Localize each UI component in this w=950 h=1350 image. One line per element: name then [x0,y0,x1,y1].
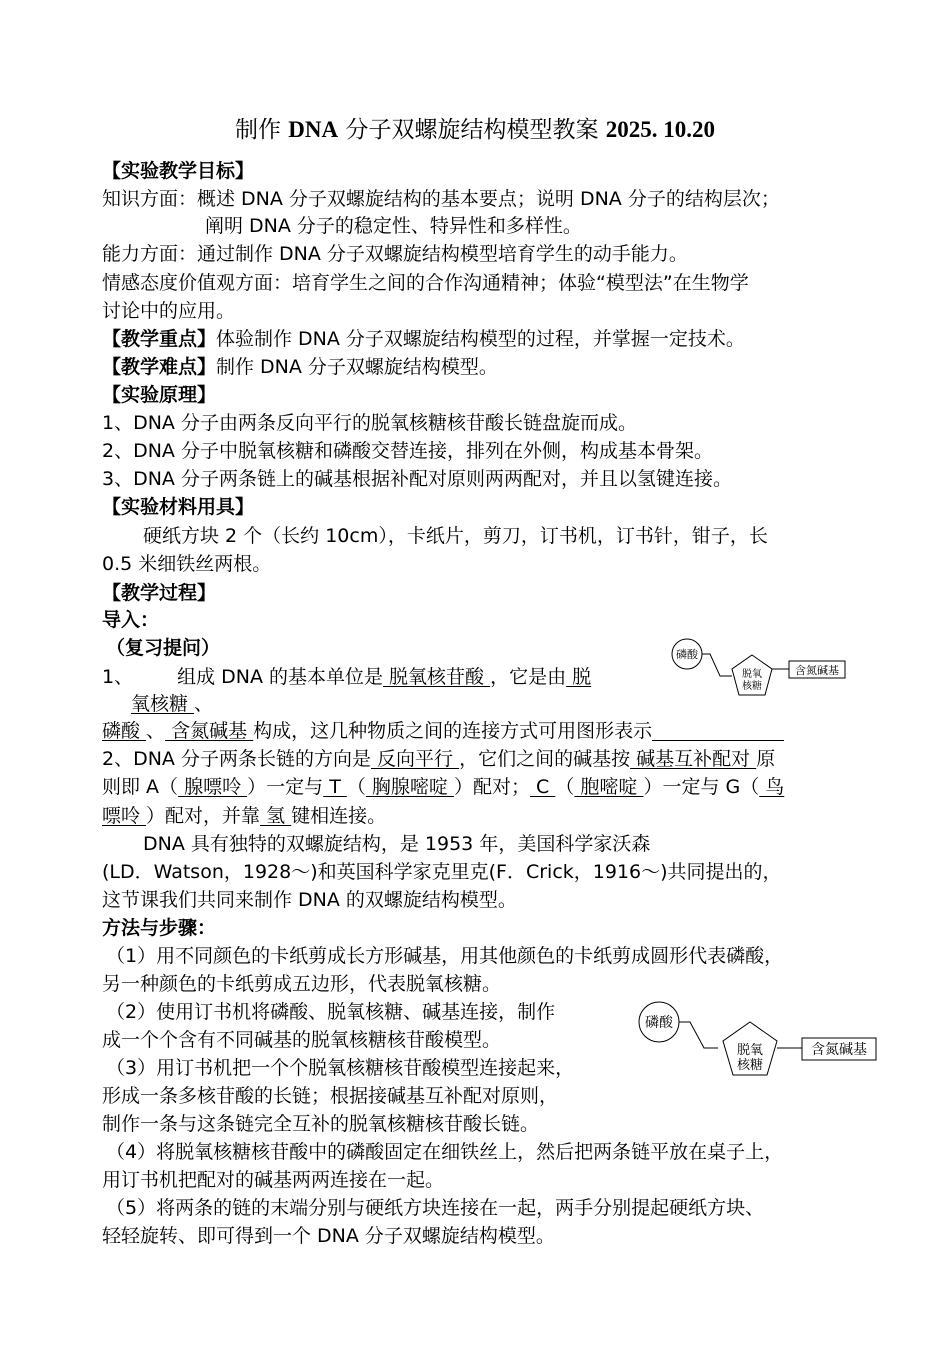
objectives-heading: 【实验教学目标】 [102,160,255,182]
materials-line1: 硬纸方块 2 个（长约 10cm），卡纸片，剪刀，订书机，订书针，钳子，长 [143,525,768,547]
answer: 胞嘧啶 [574,776,644,798]
history-line3: 这节课我们共同来制作 DNA 的双螺旋结构模型。 [102,889,517,911]
answer: 胸腺嘧啶 [365,776,454,798]
answer: 磷酸 [102,720,147,742]
objective-emotion-line2: 讨论中的应用。 [102,300,236,322]
answer: 氢 [260,805,292,827]
history-line1: DNA 具有独特的双螺旋结构，是 1953 年，美国科学家沃森 [143,833,651,855]
sugar-label-1: 脱氧 [736,1043,764,1058]
materials-line2: 0.5 米细铁丝两根。 [102,553,272,575]
step-4-line2: 用订书机把配对的碱基两两连接在一起。 [102,1169,445,1191]
step-2-line2: 成一个个含有不同碱基的脱氧核糖核苷酸模型。 [102,1029,502,1051]
step-5-line1: （5）将两条的链的末端分别与硬纸方块连接在一起，两手分别提起硬纸方块、 [106,1197,765,1219]
objective-emotion-line1: 情感态度价值观方面：培育学生之间的合作沟通精神；体验“模型法”在生物学 [102,272,749,294]
review-label: （复习提问） [106,637,221,659]
sugar-label-2: 核糖 [742,681,762,692]
answer: 嘌呤 [102,805,147,827]
principle-item: 1、DNA 分子由两条反向平行的脱氧核糖核苷酸长链盘旋而成。 [102,412,637,434]
connector-line [702,654,732,676]
process-heading: 【教学过程】 [102,582,217,604]
answer: C [529,776,556,798]
history-line2: (LD．Watson，1928～)和英国科学家克里克(F．Crick，1916～)共同提出的， [102,861,782,883]
blank-line [652,720,784,741]
answer: 氧核糖 [131,693,195,715]
nucleotide-diagram-large [634,995,880,1095]
question-1-line1: 1、 组成 DNA 的基本单位是 脱氧核苷酸 ，它是由 脱 [102,666,592,688]
materials-heading: 【实验材料用具】 [102,496,255,518]
answer: 鸟 [759,776,785,798]
step-2-line1: （2）使用订书机将磷酸、脱氧核糖、碱基连接，制作 [106,1001,556,1023]
answer: T [323,776,347,798]
question-1-line2: 氧核糖 、 [131,693,214,715]
key-point: 【教学重点】体验制作 DNA 分子双螺旋结构模型的过程，并掌握一定技术。 [102,328,745,350]
intro-label: 导入： [102,609,160,631]
difficulty-label: 【教学难点】 [102,356,217,378]
answer: 反向平行 [370,748,460,770]
answer: 脱 [566,666,592,688]
answer: 脱氧核苷酸 [383,666,491,688]
answer: 含氮碱基 [165,720,254,742]
step-3-line1: （3）用订书机把一个个脱氧核糖核苷酸模型连接起来， [106,1057,575,1079]
principle-item: 3、DNA 分子两条链上的碱基根据补配对原则两两配对，并且以氢键连接。 [102,468,732,490]
objective-knowledge-line2: 阐明 DNA 分子的稳定性、特异性和多样性。 [205,215,582,237]
question-2-line1: 2、DNA 分子两条长链的方向是 反向平行 ，它们之间的碱基按 碱基互补配对 原 [102,748,776,770]
answer: 碱基互补配对 [630,748,757,770]
question-2-line2: 则即 A（ 腺嘌呤 ）一定与 T （ 胸腺嘧啶 ）配对； C （ 胞嘧啶 ）一定与 G（ 鸟 [102,776,785,798]
step-5-line2: 轻轻旋转、即可得到一个 DNA 分子双螺旋结构模型。 [102,1225,555,1247]
principle-heading: 【实验原理】 [102,384,217,406]
step-1-line2: 另一种颜色的卡纸剪成五边形，代表脱氧核糖。 [102,973,502,995]
principle-item: 2、DNA 分子中脱氧核糖和磷酸交替连接，排列在外侧，构成基本骨架。 [102,440,713,462]
answer: 腺嘌呤 [178,776,248,798]
base-label: 含氮碱基 [811,1042,867,1058]
step-1-line1: （1）用不同颜色的卡纸剪成长方形碱基，用其他颜色的卡纸剪成圆形代表磷酸， [106,945,784,967]
sugar-label-2: 核糖 [736,1058,764,1073]
question-2-line3: 嘌呤 ）配对，并靠 氢 键相连接。 [102,805,387,827]
sugar-label-1: 脱氧 [742,669,762,680]
question-1-line3: 磷酸 、 含氮碱基 构成，这几种物质之间的连接方式可用图形表示 [102,718,784,744]
phosphate-label: 磷酸 [676,648,698,661]
connector-line [679,1022,718,1048]
objective-knowledge-line1: 知识方面：概述 DNA 分子双螺旋结构的基本要点；说明 DNA 分子的结构层次； [102,188,780,210]
nucleotide-diagram-small [668,632,848,708]
objective-ability: 能力方面：通过制作 DNA 分子双螺旋结构模型培育学生的动手能力。 [102,243,688,265]
step-3-line3: 制作一条与这条链完全互补的脱氧核糖核苷酸长链。 [102,1113,540,1135]
method-heading: 方法与步骤： [102,917,217,939]
step-3-line2: 形成一条多核苷酸的长链；根据接碱基互补配对原则， [102,1085,559,1107]
page-title: 制作 DNA 分子双螺旋结构模型教案 2025. 10.20 [234,117,716,143]
difficulty: 【教学难点】制作 DNA 分子双螺旋结构模型。 [102,356,498,378]
key-point-label: 【教学重点】 [102,328,217,350]
step-4-line1: （4）将脱氧核糖核苷酸中的磷酸固定在细铁丝上，然后把两条链平放在桌子上， [106,1141,784,1163]
base-label: 含氮碱基 [795,664,839,677]
phosphate-label: 磷酸 [645,1015,673,1031]
